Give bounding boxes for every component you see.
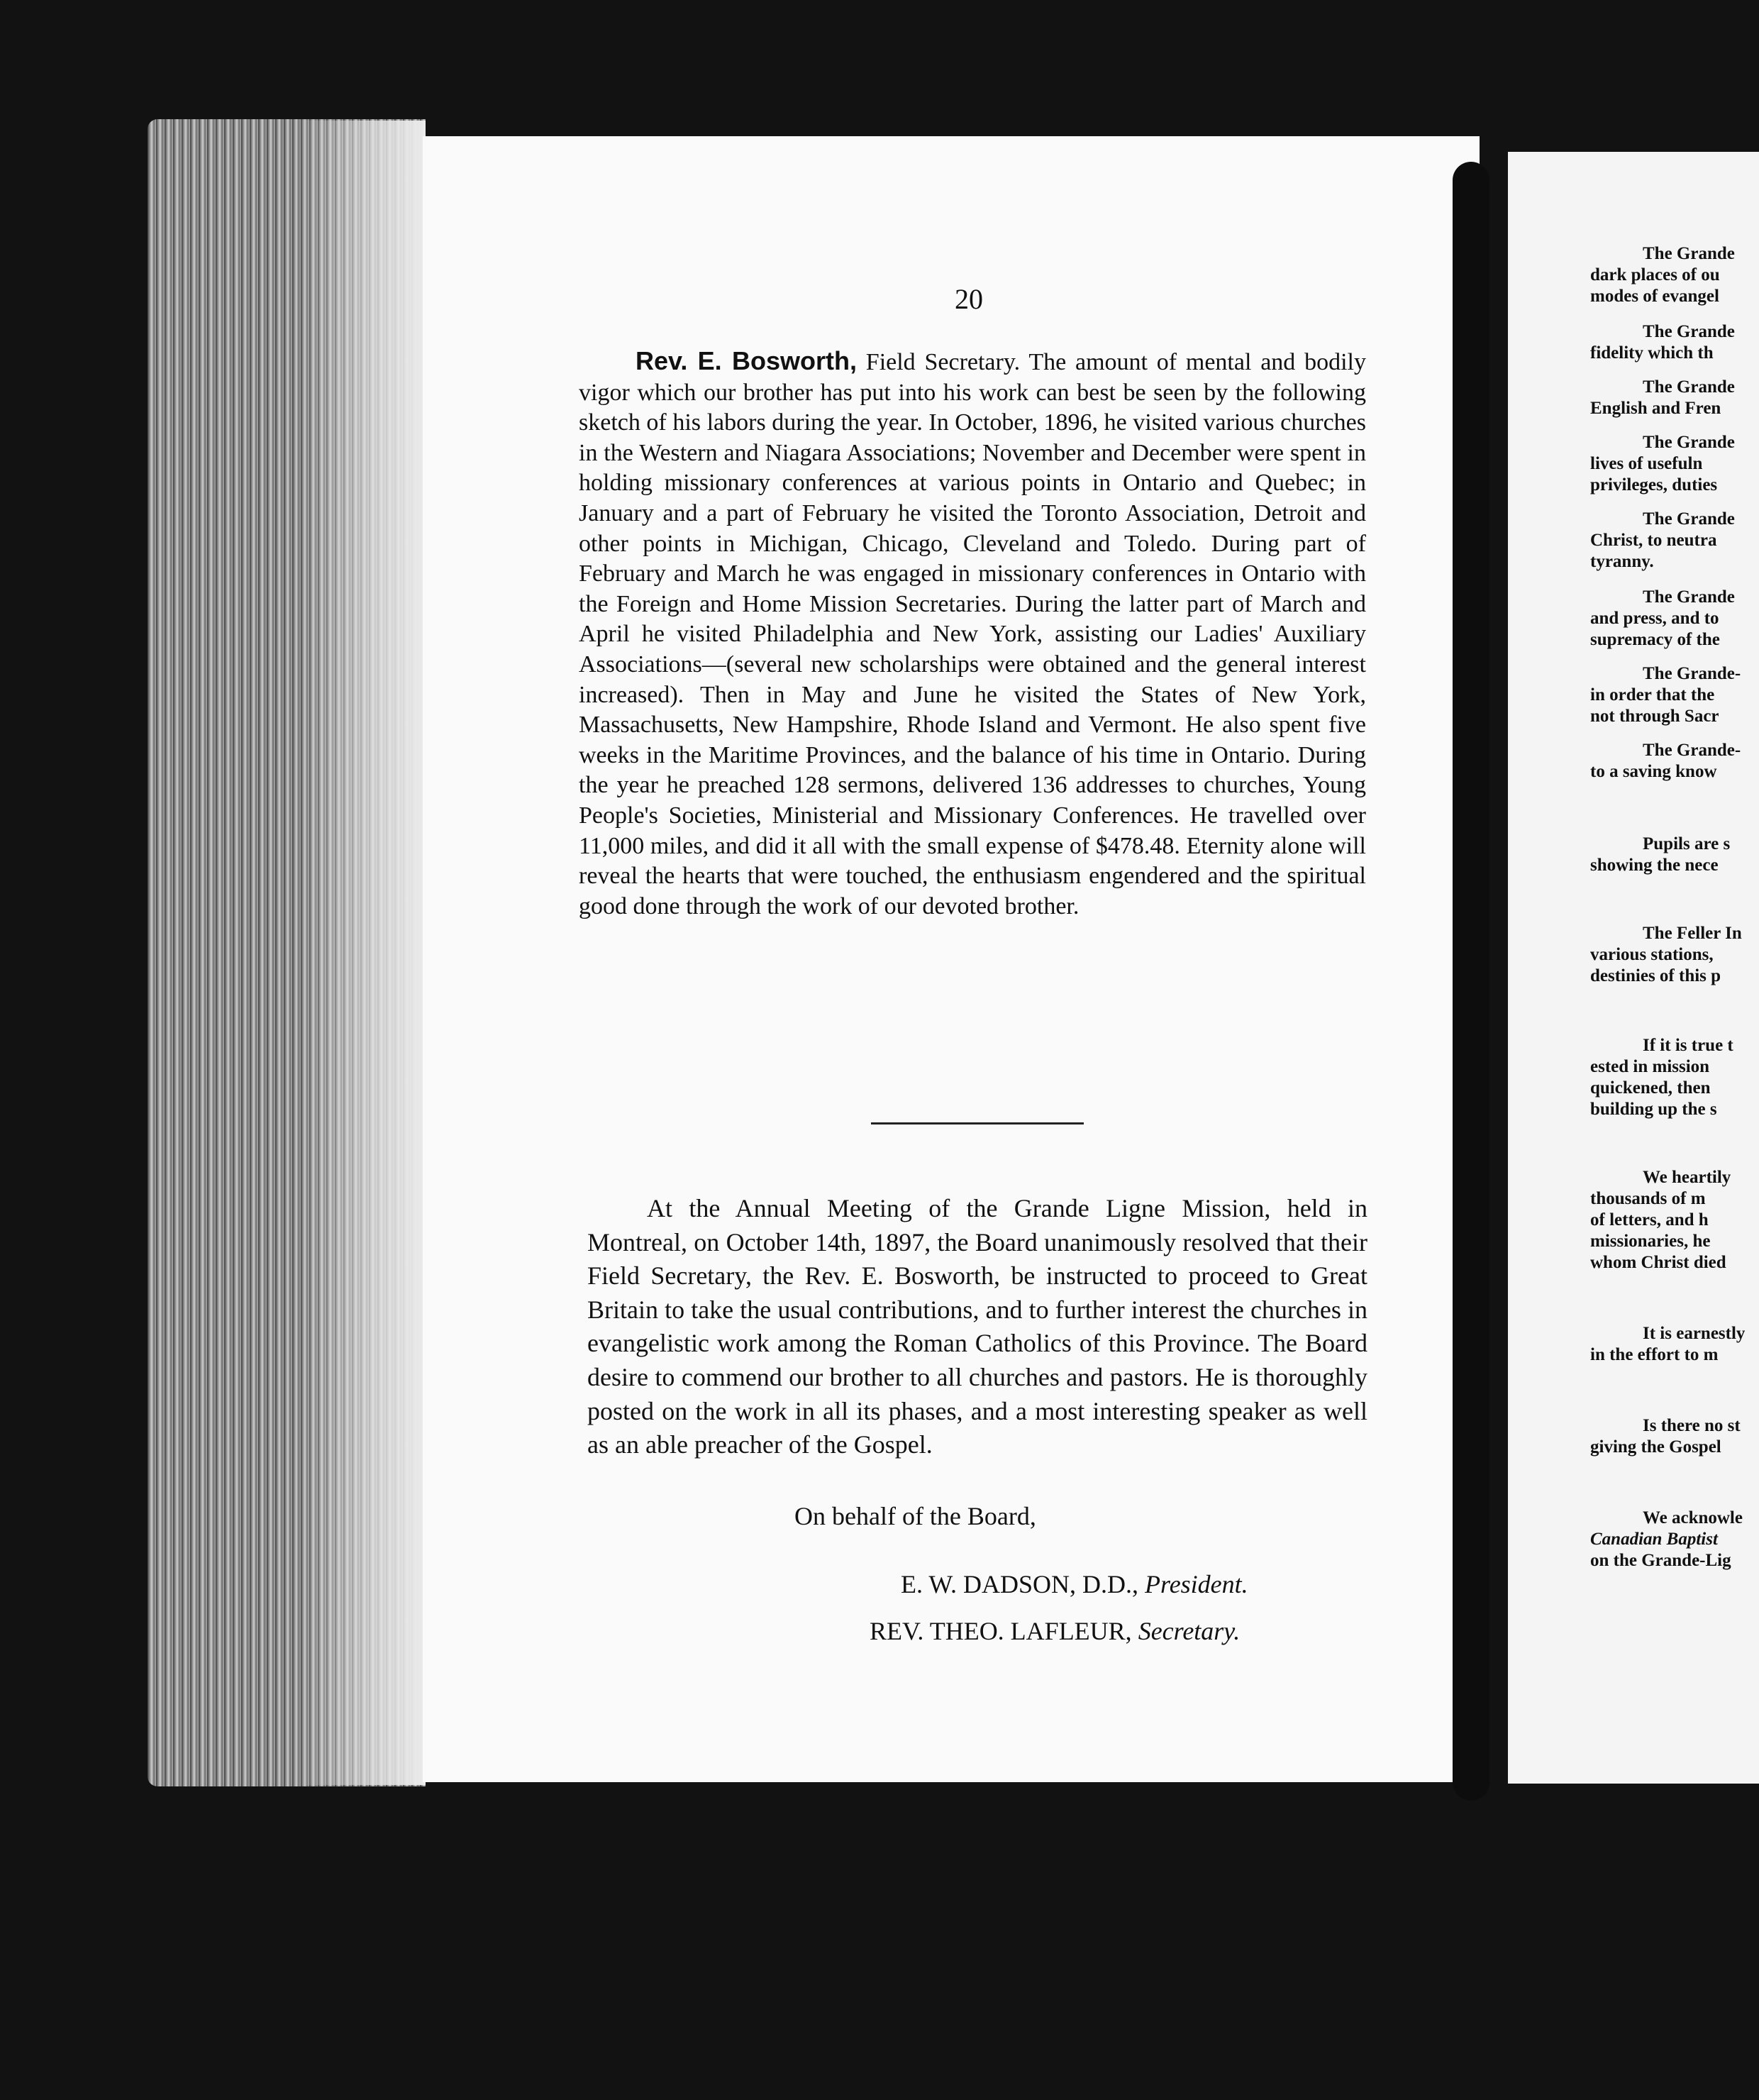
right-page-line: whom Christ died — [1590, 1253, 1726, 1272]
right-page-line: dark places of ou — [1590, 265, 1720, 284]
right-page-line: Is there no st — [1643, 1416, 1741, 1435]
page-edge-shadow — [298, 121, 426, 1785]
right-page-line: various stations, — [1590, 945, 1714, 964]
right-page-line: quickened, then — [1590, 1078, 1711, 1098]
right-page-line: missionaries, he — [1590, 1232, 1711, 1251]
right-page-line: modes of evangel — [1590, 287, 1719, 306]
signature-name: E. W. DADSON, D.D., — [901, 1570, 1145, 1598]
board-resolution-paragraph — [587, 1192, 1367, 1462]
report-body-text: Field Secretary. The amount of mental and bodily vigor which our brother has put into his work can best be seen by the following sketch of his labors during the year. In October, 1896, he visited various churches in the Western and Niagara Associations; November and December were spent in holding missionary conferences at various points in Ontario and Quebec; in January and a part of February he visited the Toronto Association, Detroit and other points in Michigan, Chicago, Cleveland and Toledo. During part of February and March he was engaged in missionary conferences in Ontario with the Foreign and Home Mission Secretaries. During the latter part of March and April he visited Philadelphia and New York, assisting our Ladies' Auxiliary Associations—(several new scholarships were obtained and the general interest increased). Then in May and June he visited the States of New York, Massachusetts, New Hampshire, Rhode Island and Vermont. He also spent five weeks in the Maritime Provinces, and the balance of his time in Ontario. During the year he preached 128 sermons, delivered 136 addresses to churches, Young People's Societies, Ministerial and Missionary Conferences. He travelled over 11,000 miles, and did it all with the small expense of $478.48. Eternity alone will reveal the hearts that were touched, the enthusiasm engendered and the spiritual good done through the work of our devoted brother. — [579, 349, 1366, 919]
right-page-line: We heartily — [1643, 1168, 1731, 1187]
right-page-line: The Grande — [1643, 509, 1735, 529]
right-page-line: English and Fren — [1590, 399, 1721, 418]
right-page-line: and press, and to — [1590, 609, 1719, 628]
right-page-line: The Grande — [1643, 433, 1735, 452]
right-page-line: Canadian Baptist — [1590, 1530, 1718, 1549]
report-lead-name: Rev. E. Bosworth, — [636, 346, 857, 375]
right-page-line: privileges, duties — [1590, 475, 1718, 494]
right-page-line: in order that the — [1590, 685, 1715, 704]
right-page-line: We acknowle — [1643, 1508, 1743, 1527]
signature-president — [901, 1569, 1248, 1599]
right-page-line: The Feller In — [1643, 924, 1742, 943]
right-page-line: If it is true t — [1643, 1036, 1733, 1055]
right-page-line: not through Sacr — [1590, 707, 1719, 726]
right-page-line: The Grande — [1643, 377, 1735, 397]
signature-title: Secretary. — [1138, 1617, 1241, 1645]
page-number: 20 — [955, 283, 983, 315]
right-page-line: thousands of m — [1590, 1189, 1706, 1208]
right-page-line: ested in mission — [1590, 1057, 1710, 1076]
signature-title: President. — [1145, 1570, 1248, 1598]
right-page-line: It is earnestly — [1643, 1324, 1746, 1343]
signature-secretary — [870, 1616, 1240, 1646]
resolution-text: At the Annual Meeting of the Grande Ligne Mission, held in Montreal, on October 14th, 1897, the Board unanimously resolved that their Field Secretary, the Rev. E. Bosworth, be instructed to proceed to Great Britain to take the usual contributions, and to further interest the churches in evangelistic work among the Roman Catholics of this Province. The Board desire to commend our brother to all churches and pastors. He is thoroughly posted on the work in all its phases, and a most interesting speaker as well as an able preacher of the Gospel. — [587, 1194, 1367, 1459]
right-page-line: The Grande- — [1643, 664, 1741, 683]
right-page-line: Christ, to neutra — [1590, 531, 1717, 550]
right-page-line: building up the s — [1590, 1100, 1717, 1119]
right-page-line: destinies of this p — [1590, 966, 1721, 985]
right-page-fragment — [1508, 152, 1759, 1784]
on-behalf-line: On behalf of the Board, — [794, 1502, 1036, 1530]
signature-name: REV. THEO. LAFLEUR, — [870, 1617, 1138, 1645]
right-page-line: to a saving know — [1590, 762, 1717, 781]
right-page-line: supremacy of the — [1590, 630, 1720, 649]
bosworth-report-paragraph — [579, 346, 1366, 922]
right-page-line: lives of usefuln — [1590, 454, 1703, 473]
right-page-line: giving the Gospel — [1590, 1437, 1721, 1457]
right-page-line: showing the nece — [1590, 856, 1719, 875]
right-page-line: tyranny. — [1590, 552, 1654, 571]
book-gutter — [1453, 162, 1489, 1801]
right-page-line: The Grande — [1643, 244, 1735, 263]
right-page-line: The Grande — [1643, 322, 1735, 341]
right-page-line: in the effort to m — [1590, 1345, 1719, 1364]
right-page-line: The Grande — [1643, 587, 1735, 607]
right-page-line: Pupils are s — [1643, 834, 1731, 853]
right-page-line: of letters, and h — [1590, 1210, 1709, 1229]
right-page-line: on the Grande-Lig — [1590, 1551, 1731, 1570]
right-page-line: The Grande- — [1643, 741, 1741, 760]
right-page-line: fidelity which th — [1590, 343, 1714, 363]
section-divider — [871, 1122, 1084, 1124]
